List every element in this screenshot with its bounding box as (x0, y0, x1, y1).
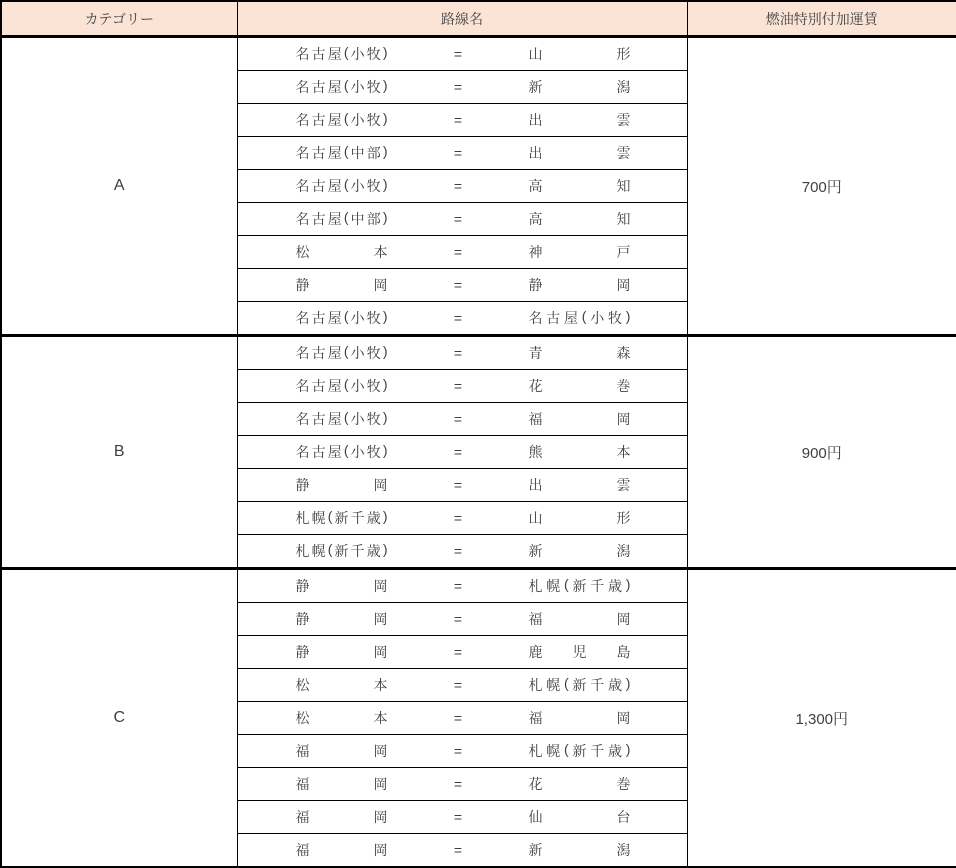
route-cell (237, 502, 687, 535)
destination-city: 神 戸 (528, 244, 631, 260)
fare-cell: 900円 (687, 336, 956, 569)
category-cell: B (1, 336, 237, 569)
origin-city: 松 本 (295, 677, 388, 693)
route-row (1, 569, 956, 603)
route-line (238, 409, 687, 429)
destination-city: 新 潟 (528, 842, 631, 858)
route-line (238, 209, 687, 229)
origin-city: 松 本 (295, 244, 388, 260)
destination-city: 花 巻 (528, 776, 631, 792)
header-row (1, 1, 956, 37)
origin-city: 名 古 屋 ( 中 部 ) (295, 143, 388, 161)
route-cell (237, 137, 687, 170)
route-line (238, 308, 687, 328)
route-cell (237, 669, 687, 702)
destination-city: 出 雲 (528, 477, 631, 493)
equals-sign: = (453, 644, 463, 660)
equals-sign: = (453, 677, 463, 693)
route-line (238, 442, 687, 462)
equals-sign: = (453, 145, 463, 161)
equals-sign: = (453, 345, 463, 361)
destination-city: 山 形 (528, 510, 631, 526)
equals-sign: = (453, 842, 463, 858)
route-cell (237, 71, 687, 104)
origin-city: 静 岡 (295, 277, 388, 293)
origin-city: 静 岡 (295, 644, 388, 660)
route-line (238, 376, 687, 396)
destination-city: 福 岡 (528, 710, 631, 726)
origin-city: 名 古 屋 ( 小 牧 ) (295, 442, 388, 460)
equals-sign: = (453, 112, 463, 128)
destination-city: 福 岡 (528, 611, 631, 627)
route-line (238, 77, 687, 97)
destination-city: 札 幌 ( 新 千 歳 ) (528, 675, 631, 693)
equals-sign: = (453, 79, 463, 95)
destination-city: 出 雲 (528, 112, 631, 128)
route-line (238, 675, 687, 695)
destination-city: 青 森 (528, 345, 631, 361)
route-cell (237, 436, 687, 469)
route-row (1, 37, 956, 71)
route-line (238, 774, 687, 794)
route-cell (237, 801, 687, 834)
fare-cell: 700円 (687, 37, 956, 336)
equals-sign: = (453, 444, 463, 460)
category-cell: A (1, 37, 237, 336)
route-line (238, 508, 687, 528)
route-cell (237, 702, 687, 735)
route-cell (237, 203, 687, 236)
route-line (238, 840, 687, 860)
origin-city: 名 古 屋 ( 小 牧 ) (295, 308, 388, 326)
origin-city: 静 岡 (295, 578, 388, 594)
route-cell (237, 535, 687, 569)
route-cell (237, 735, 687, 768)
origin-city: 札 幌 ( 新 千 歳 ) (295, 508, 388, 526)
origin-city: 名 古 屋 ( 小 牧 ) (295, 44, 388, 62)
route-cell (237, 37, 687, 71)
fare-cell: 1,300円 (687, 569, 956, 868)
origin-city: 名 古 屋 ( 小 牧 ) (295, 376, 388, 394)
route-line (238, 44, 687, 64)
route-cell (237, 569, 687, 603)
equals-sign: = (453, 510, 463, 526)
origin-city: 札 幌 ( 新 千 歳 ) (295, 541, 388, 559)
route-cell (237, 603, 687, 636)
origin-city: 福 岡 (295, 842, 388, 858)
route-row (1, 336, 956, 370)
origin-city: 名 古 屋 ( 小 牧 ) (295, 409, 388, 427)
route-line (238, 275, 687, 295)
equals-sign: = (453, 543, 463, 559)
route-line (238, 609, 687, 629)
equals-sign: = (453, 378, 463, 394)
destination-city: 出 雲 (528, 145, 631, 161)
destination-city: 高 知 (528, 211, 631, 227)
equals-sign: = (453, 277, 463, 293)
destination-city: 花 巻 (528, 378, 631, 394)
origin-city: 静 岡 (295, 611, 388, 627)
destination-city: 熊 本 (528, 444, 631, 460)
destination-city: 山 形 (528, 46, 631, 62)
destination-city: 札 幌 ( 新 千 歳 ) (528, 576, 631, 594)
route-line (238, 708, 687, 728)
route-line (238, 541, 687, 561)
origin-city: 松 本 (295, 710, 388, 726)
route-line (238, 475, 687, 495)
destination-city: 新 潟 (528, 79, 631, 95)
equals-sign: = (453, 776, 463, 792)
origin-city: 名 古 屋 ( 中 部 ) (295, 209, 388, 227)
route-line (238, 642, 687, 662)
equals-sign: = (453, 477, 463, 493)
equals-sign: = (453, 578, 463, 594)
route-cell (237, 768, 687, 801)
category-cell: C (1, 569, 237, 868)
route-line (238, 110, 687, 130)
route-cell (237, 336, 687, 370)
equals-sign: = (453, 411, 463, 427)
destination-city: 仙 台 (528, 809, 631, 825)
origin-city: 名 古 屋 ( 小 牧 ) (295, 77, 388, 95)
destination-city: 鹿 児 島 (528, 644, 631, 660)
route-line (238, 343, 687, 363)
route-cell (237, 403, 687, 436)
route-cell (237, 236, 687, 269)
origin-city: 名 古 屋 ( 小 牧 ) (295, 343, 388, 361)
route-line (238, 807, 687, 827)
destination-city: 高 知 (528, 178, 631, 194)
route-line (238, 143, 687, 163)
equals-sign: = (453, 178, 463, 194)
origin-city: 福 岡 (295, 809, 388, 825)
origin-city: 名 古 屋 ( 小 牧 ) (295, 110, 388, 128)
route-cell (237, 469, 687, 502)
route-cell (237, 636, 687, 669)
equals-sign: = (453, 809, 463, 825)
destination-city: 札 幌 ( 新 千 歳 ) (528, 741, 631, 759)
destination-city: 静 岡 (528, 277, 631, 293)
route-cell (237, 170, 687, 203)
equals-sign: = (453, 244, 463, 260)
route-cell (237, 302, 687, 336)
destination-city: 名 古 屋 ( 小 牧 ) (528, 308, 631, 326)
route-line (238, 741, 687, 761)
route-cell (237, 834, 687, 868)
equals-sign: = (453, 611, 463, 627)
equals-sign: = (453, 743, 463, 759)
route-line (238, 576, 687, 596)
route-cell (237, 104, 687, 137)
header-category: カテゴリー (1, 1, 237, 37)
route-cell (237, 269, 687, 302)
origin-city: 名 古 屋 ( 小 牧 ) (295, 176, 388, 194)
route-cell (237, 370, 687, 403)
destination-city: 福 岡 (528, 411, 631, 427)
header-route-name: 路線名 (237, 1, 687, 37)
equals-sign: = (453, 46, 463, 62)
equals-sign: = (453, 710, 463, 726)
origin-city: 福 岡 (295, 776, 388, 792)
origin-city: 福 岡 (295, 743, 388, 759)
route-line (238, 242, 687, 262)
equals-sign: = (453, 211, 463, 227)
route-line (238, 176, 687, 196)
origin-city: 静 岡 (295, 477, 388, 493)
equals-sign: = (453, 310, 463, 326)
header-fuel-surcharge: 燃油特別付加運賃 (687, 1, 956, 37)
destination-city: 新 潟 (528, 543, 631, 559)
